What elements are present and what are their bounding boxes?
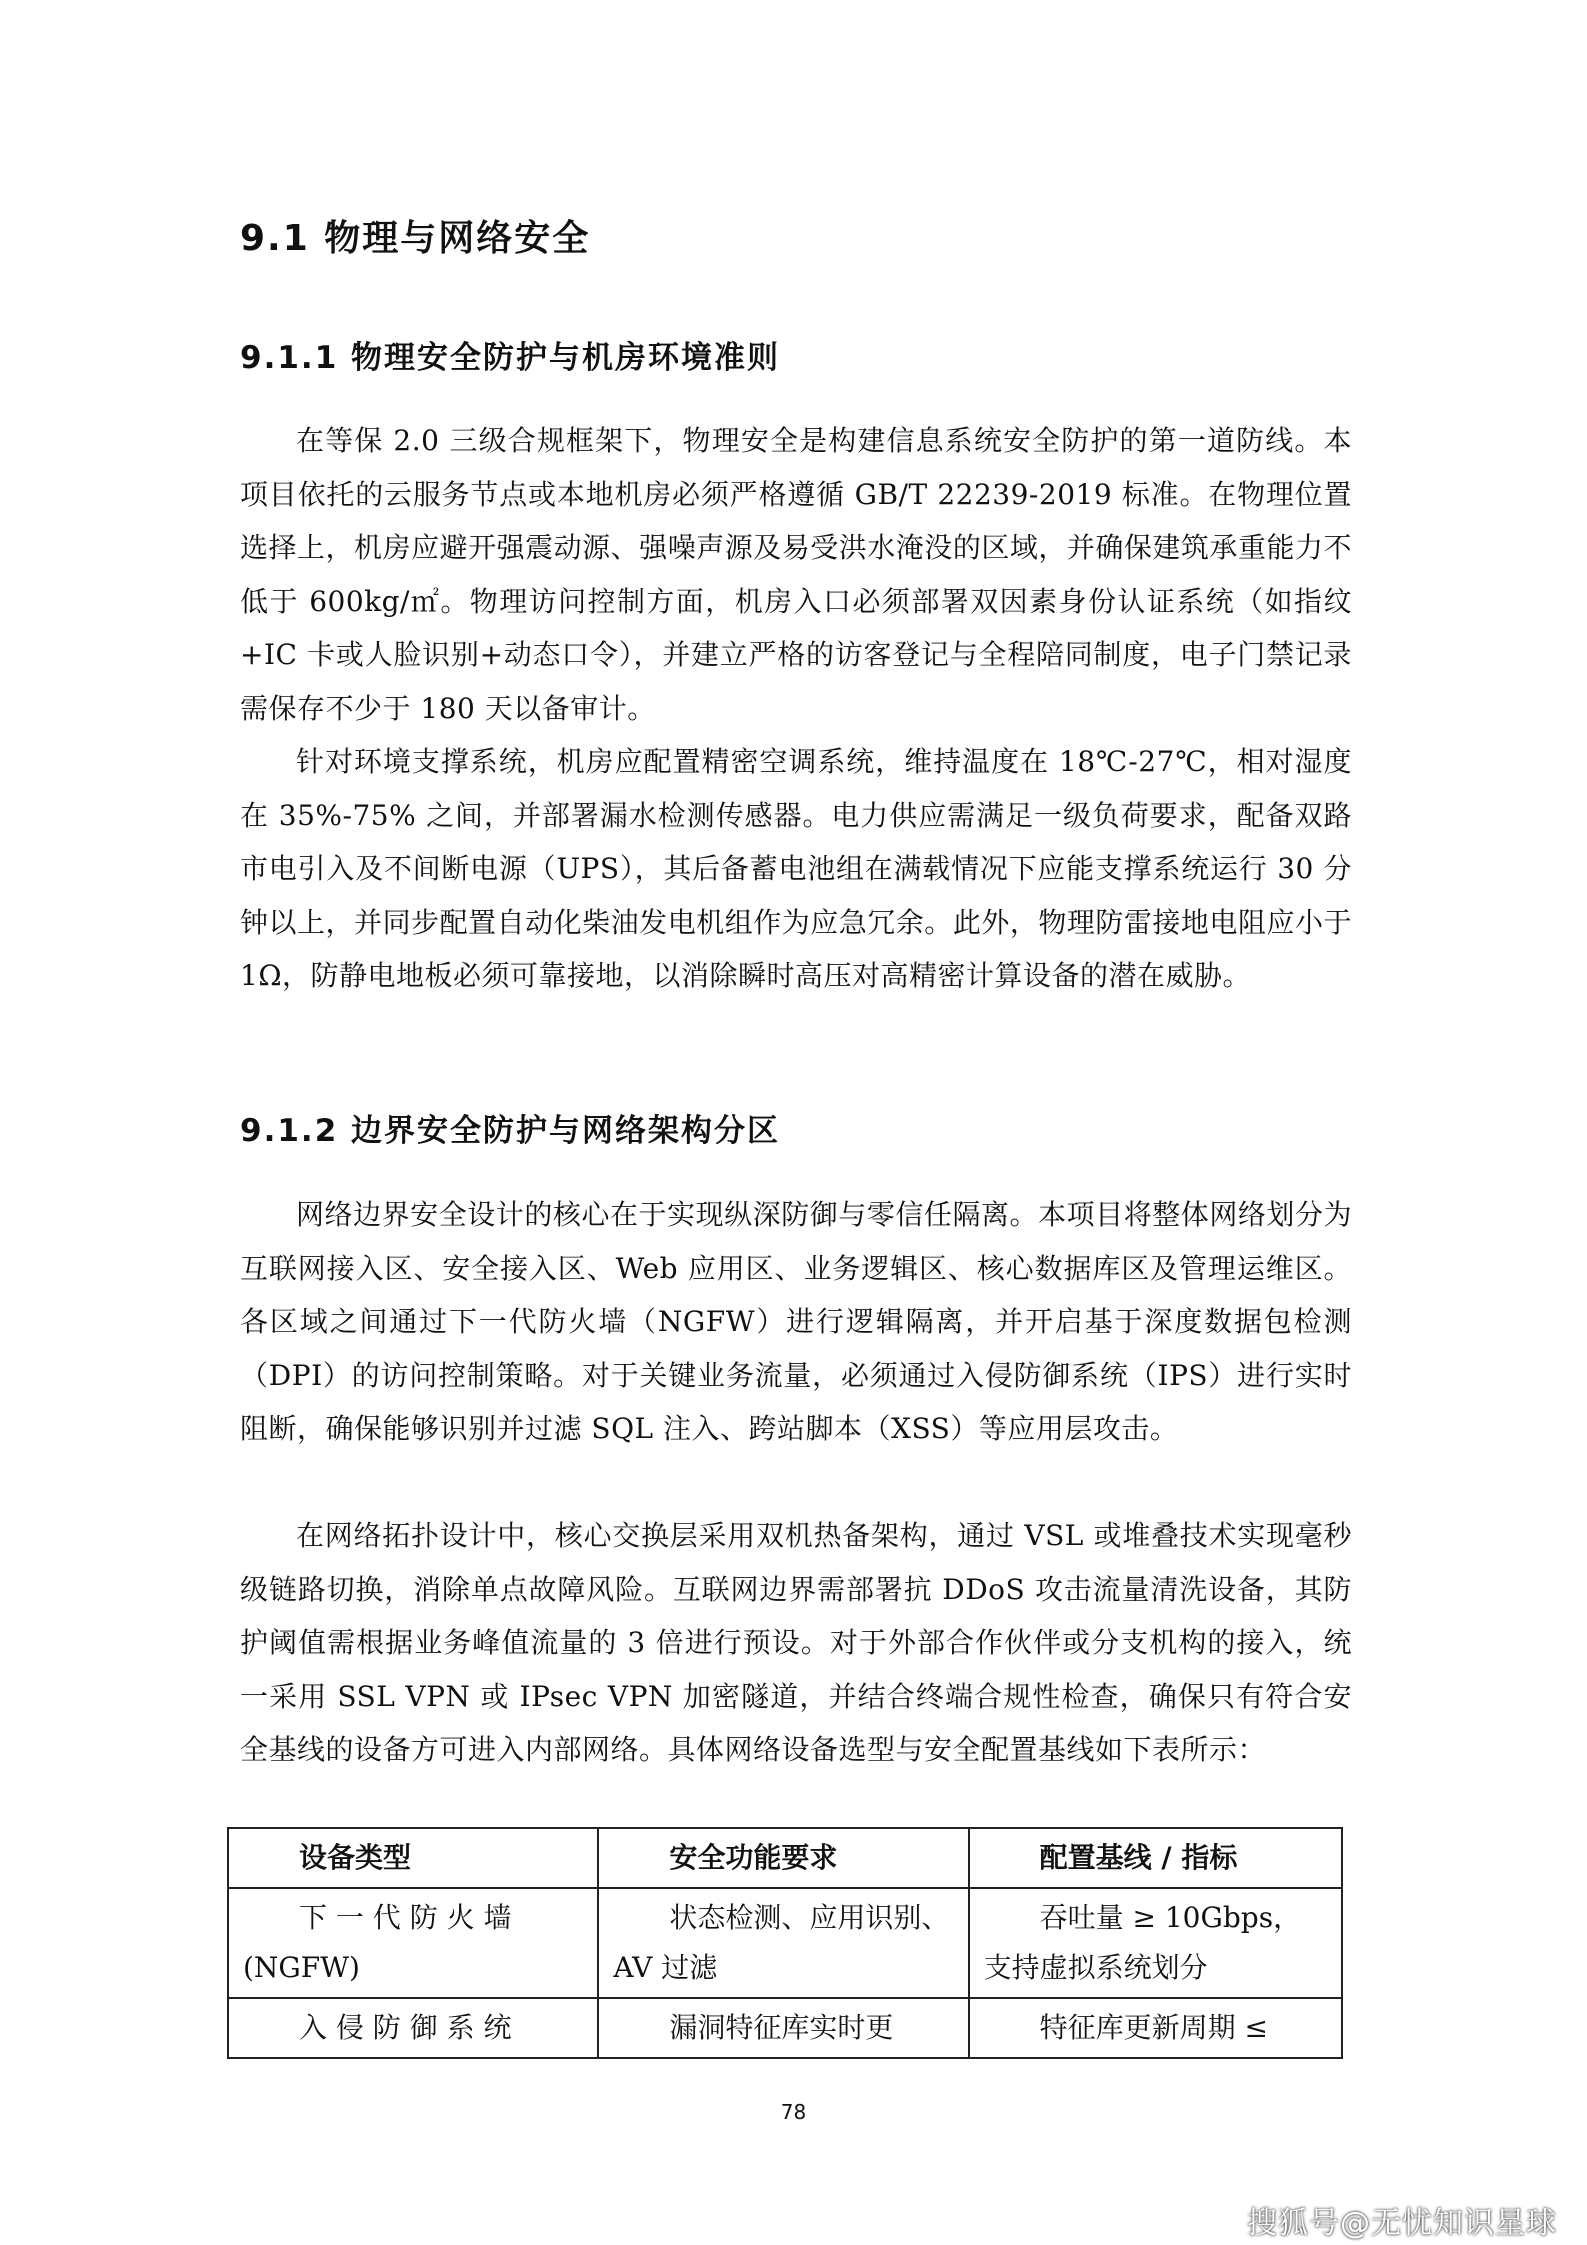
column-header-baseline: 配置基线 / 指标 [969, 1828, 1342, 1888]
paragraph-network-topology: 在网络拓扑设计中，核心交换层采用双机热备架构，通过 VSL 或堆叠技术实现毫秒级链路切换，消除单点故障风险。互联网边界需部署抗 DDoS 攻击流量清洗设备，其防护阈值需根据业务峰值流量的 3 倍进行预设。对于外部合作伙伴或分支机构的接入，统一采用 SSL VPN 或 IPsec VPN 加密隧道，并结合终端合规性检查，确保只有符合安全基线的设备方可进入内部网络。具体网络设备选型与安全配置基线如下表所示： [240, 1519, 1352, 1766]
paragraph-network-zoning: 网络边界安全设计的核心在于实现纵深防御与零信任隔离。本项目将整体网络划分为互联网接入区、安全接入区、Web 应用区、业务逻辑区、核心数据库区及管理运维区。各区域之间通过下一代防火墙（NGFW）进行逻辑隔离，并开启基于深度数据包检测（DPI）的访问控制策略。对于关键业务流量，必须通过入侵防御系统（IPS）进行实时阻断，确保能够识别并过滤 SQL 注入、跨站脚本（XSS）等应用层攻击。 [240, 1198, 1352, 1445]
table-cell: 状态检测、应用识别、AV 过滤 [598, 1888, 968, 1998]
table-cell: 吞吐量 ≥ 10Gbps，支持虚拟系统划分 [969, 1888, 1342, 1998]
table-row [228, 1998, 1342, 2058]
source-watermark: 搜狐号@无忧知识星球 [1247, 2206, 1557, 2241]
table-row [228, 1888, 1342, 1998]
table-cell: 特征库更新周期 ≤ [969, 1998, 1342, 2058]
column-header-security-function: 安全功能要求 [598, 1828, 968, 1888]
paragraph-physical-location: 在等保 2.0 三级合规框架下，物理安全是构建信息系统安全防护的第一道防线。本项目依托的云服务节点或本地机房必须严格遵循 GB/T 22239-2019 标准。在物理位置选择上，机房应避开强震动源、强噪声源及易受洪水淹没的区域，并确保建筑承重能力不低于 600kg/㎡。物理访问控制方面，机房入口必须部署双因素身份认证系统（如指纹+IC 卡或人脸识别+动态口令），并建立严格的访客登记与全程陪同制度，电子门禁记录需保存不少于 180 天以备审计。 [240, 424, 1352, 725]
table-cell: 入 侵 防 御 系 统 [228, 1998, 598, 2058]
section-heading: 9.1 物理与网络安全 [240, 218, 591, 259]
column-header-device-type: 设备类型 [228, 1828, 598, 1888]
subsection-heading-network: 9.1.2 边界安全防护与网络架构分区 [240, 1113, 781, 1149]
table-header-row [228, 1828, 1342, 1888]
table-cell: 下 一 代 防 火 墙 (NGFW) [228, 1888, 598, 1998]
subsection-heading-physical: 9.1.1 物理安全防护与机房环境准则 [240, 340, 781, 376]
page-number: 78 [780, 2100, 807, 2124]
paragraph-environment-support: 针对环境支撑系统，机房应配置精密空调系统，维持温度在 18℃-27℃，相对湿度在 35%-75% 之间，并部署漏水检测传感器。电力供应需满足一级负荷要求，配备双路市电引入及不间断电源（UPS），其后备蓄电池组在满载情况下应能支撑系统运行 30 分钟以上，并同步配置自动化柴油发电机组作为应急冗余。此外，物理防雷接地电阻应小于 1Ω，防静电地板必须可靠接地，以消除瞬时高压对高精密计算设备的潜在威胁。 [240, 745, 1352, 992]
table-cell: 漏洞特征库实时更 [598, 1998, 968, 2058]
device-baseline-table [227, 1827, 1343, 2059]
